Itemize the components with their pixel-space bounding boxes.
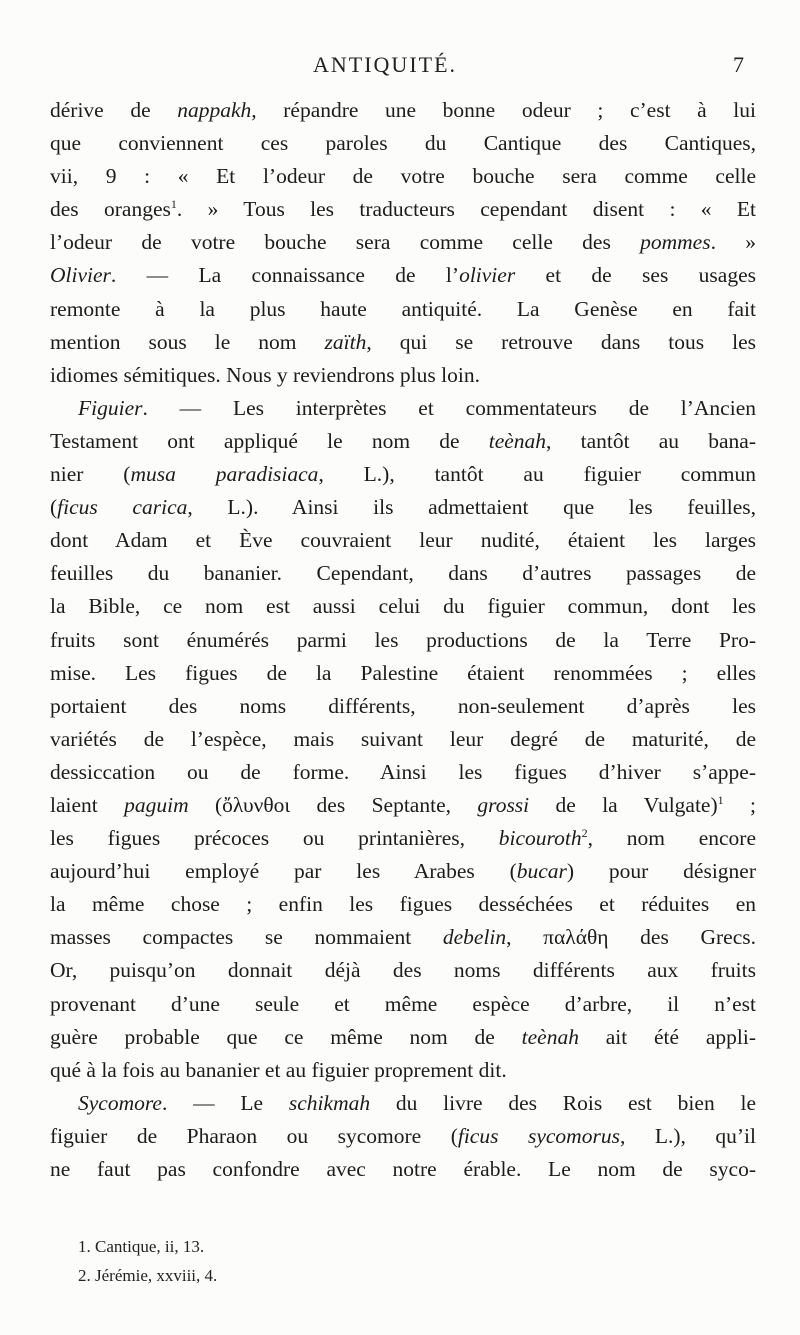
text-segment: fruits sont énumérés parmi les productions de la Terre Pro-: [50, 627, 756, 652]
text-segment: dont Adam et Ève couvraient leur nudité, étaient les larges: [50, 528, 756, 553]
text-segment: portaient des noms différents, non-seulement d’après les: [50, 693, 756, 718]
text-segment: guère probable que ce même nom de: [50, 1024, 522, 1049]
text-segment: ne faut pas confondre avec notre érable. Le nom de syco-: [50, 1157, 756, 1181]
italic-term: zaïth: [324, 329, 367, 354]
italic-term: Figuier: [78, 395, 143, 420]
text-segment: masses compactes se nommaient: [50, 925, 443, 950]
text-segment: ) pour désigner: [566, 859, 757, 884]
text-line: [50, 690, 756, 723]
text-segment: , L.). Ainsi ils admettaient que les feuilles,: [187, 495, 756, 520]
text-line: [50, 259, 756, 292]
running-title: ANTIQUITÉ.: [313, 52, 458, 77]
text-segment: . — Les interprètes et commentateurs de l’Ancien: [142, 395, 756, 420]
text-segment: remonte à la plus haute antiquité. La Genèse en fait: [50, 296, 756, 321]
text-segment: (ὄλυνθοι des Septante,: [188, 792, 478, 817]
text-segment: , L.), qu’il: [619, 1123, 756, 1148]
text-segment: figuier de Pharaon ou sycomore (: [50, 1123, 458, 1148]
text-segment: qué à la fois au bananier et au figuier proprement dit.: [50, 1057, 507, 1082]
text-segment: Or, puisqu’on donnait déjà des noms différents aux fruits: [50, 958, 756, 983]
text-line: [50, 1120, 756, 1153]
italic-term: Sycomore: [78, 1090, 162, 1115]
text-segment: , répandre une bonne odeur ; c’est à lui: [251, 98, 756, 122]
text-line: [50, 624, 756, 657]
text-segment: la même chose ; enfin les figues desséchées et réduites en: [50, 892, 756, 917]
footnote-ref: 1: [717, 792, 724, 807]
text-segment: ait été appli-: [578, 1024, 757, 1049]
italic-term: nappakh: [177, 98, 252, 122]
text-segment: variétés de l’espèce, mais suivant leur degré de maturité, de: [50, 726, 756, 751]
footnote: 1. Cantique, ii, 13.: [78, 1237, 205, 1256]
text-segment: , nom encore: [587, 826, 756, 851]
text-segment: la Bible, ce nom est aussi celui du figuier commun, dont les: [50, 594, 756, 619]
text-segment: feuilles du bananier. Cependant, dans d’autres passages de: [50, 561, 756, 586]
text-segment: Testament ont appliqué le nom de: [50, 428, 489, 453]
footnote: 2. Jérémie, xxviii, 4.: [78, 1266, 218, 1285]
text-line: [50, 590, 756, 623]
text-line: [50, 557, 756, 590]
text-segment: ;: [723, 792, 756, 817]
text-line: [50, 160, 756, 193]
text-segment: du livre des Rois est bien le: [370, 1090, 756, 1115]
text-line: [50, 855, 756, 888]
text-segment: les figues précoces ou printanières,: [50, 826, 499, 851]
text-line: [50, 657, 756, 690]
text-segment: vii, 9 : « Et l’odeur de votre bouche sera comme celle: [50, 164, 756, 189]
text-line: [50, 1054, 756, 1087]
italic-term: pommes: [640, 230, 711, 255]
text-line: [50, 888, 756, 921]
text-line: [50, 921, 756, 954]
text-line: [50, 954, 756, 987]
text-segment: , παλάθη des Grecs.: [506, 925, 756, 950]
text-line: [50, 392, 756, 425]
footnote-ref: 2: [581, 825, 588, 840]
text-segment: . — Le: [161, 1090, 289, 1115]
text-line: [50, 524, 756, 557]
text-line: [50, 756, 756, 789]
text-segment: dessiccation ou de forme. Ainsi les figues d’hiver s’appe-: [50, 759, 756, 784]
footnotes: [78, 1232, 678, 1290]
text-line: [50, 293, 756, 326]
text-line: [50, 326, 756, 359]
text-line: [50, 193, 756, 226]
text-segment: . » Tous les traducteurs cependant disent : « Et: [176, 197, 756, 222]
italic-term: ficus sycomorus: [457, 1123, 620, 1148]
text-line: [50, 1087, 756, 1120]
text-line: [50, 491, 756, 524]
italic-term: olivier: [459, 263, 516, 288]
text-segment: de la Vulgate): [529, 792, 718, 817]
text-segment: mention sous le nom: [50, 329, 325, 354]
text-line: [50, 1153, 756, 1186]
text-segment: . — La connaissance de l’: [110, 263, 460, 288]
text-line: [50, 226, 756, 259]
text-segment: des oranges: [50, 197, 171, 222]
text-line: [50, 359, 756, 392]
italic-term: teènah: [488, 428, 547, 453]
text-segment: et de ses usages: [515, 263, 756, 288]
text-segment: dérive de: [50, 98, 178, 122]
text-segment: , L.), tantôt au figuier commun: [318, 462, 756, 487]
text-segment: idiomes sémitiques. Nous y reviendrons plus loin.: [50, 362, 480, 387]
text-line: [50, 127, 756, 160]
footnote-ref: 1: [170, 197, 177, 212]
italic-term: schikmah: [288, 1090, 371, 1115]
text-line: [50, 822, 756, 855]
italic-term: bicouroth: [498, 826, 582, 851]
italic-term: bucar: [516, 859, 567, 884]
text-segment: provenant d’une seule et même espèce d’arbre, il n’est: [50, 991, 756, 1016]
italic-term: Olivier: [50, 263, 111, 288]
page-number: 7: [733, 52, 744, 77]
text-segment: l’odeur de votre bouche sera comme celle des: [50, 230, 641, 255]
text-line: [50, 94, 756, 127]
italic-term: teènah: [521, 1024, 579, 1049]
italic-term: musa paradisiaca: [130, 462, 319, 487]
text-line: [50, 988, 756, 1021]
italic-term: ficus carica: [57, 495, 188, 520]
text-segment: , qui se retrouve dans tous les: [366, 329, 757, 354]
text-line: [50, 789, 756, 822]
text-segment: , tantôt au bana-: [546, 428, 756, 453]
italic-term: grossi: [477, 792, 530, 817]
text-segment: nier (: [50, 462, 131, 487]
text-segment: mise. Les figues de la Palestine étaient renommées ; elles: [50, 660, 756, 685]
text-line: [50, 425, 756, 458]
text-segment: laient: [50, 792, 125, 817]
italic-term: paguim: [124, 792, 189, 817]
text-segment: (: [50, 495, 58, 520]
text-line: [50, 1021, 756, 1054]
text-segment: . »: [710, 230, 756, 255]
text-line: [50, 458, 756, 491]
body-text: [50, 94, 756, 1186]
text-line: [50, 723, 756, 756]
text-segment: que conviennent ces paroles du Cantique des Cantiques,: [50, 131, 756, 156]
text-segment: aujourd’hui employé par les Arabes (: [50, 859, 517, 884]
italic-term: debelin: [442, 925, 507, 950]
